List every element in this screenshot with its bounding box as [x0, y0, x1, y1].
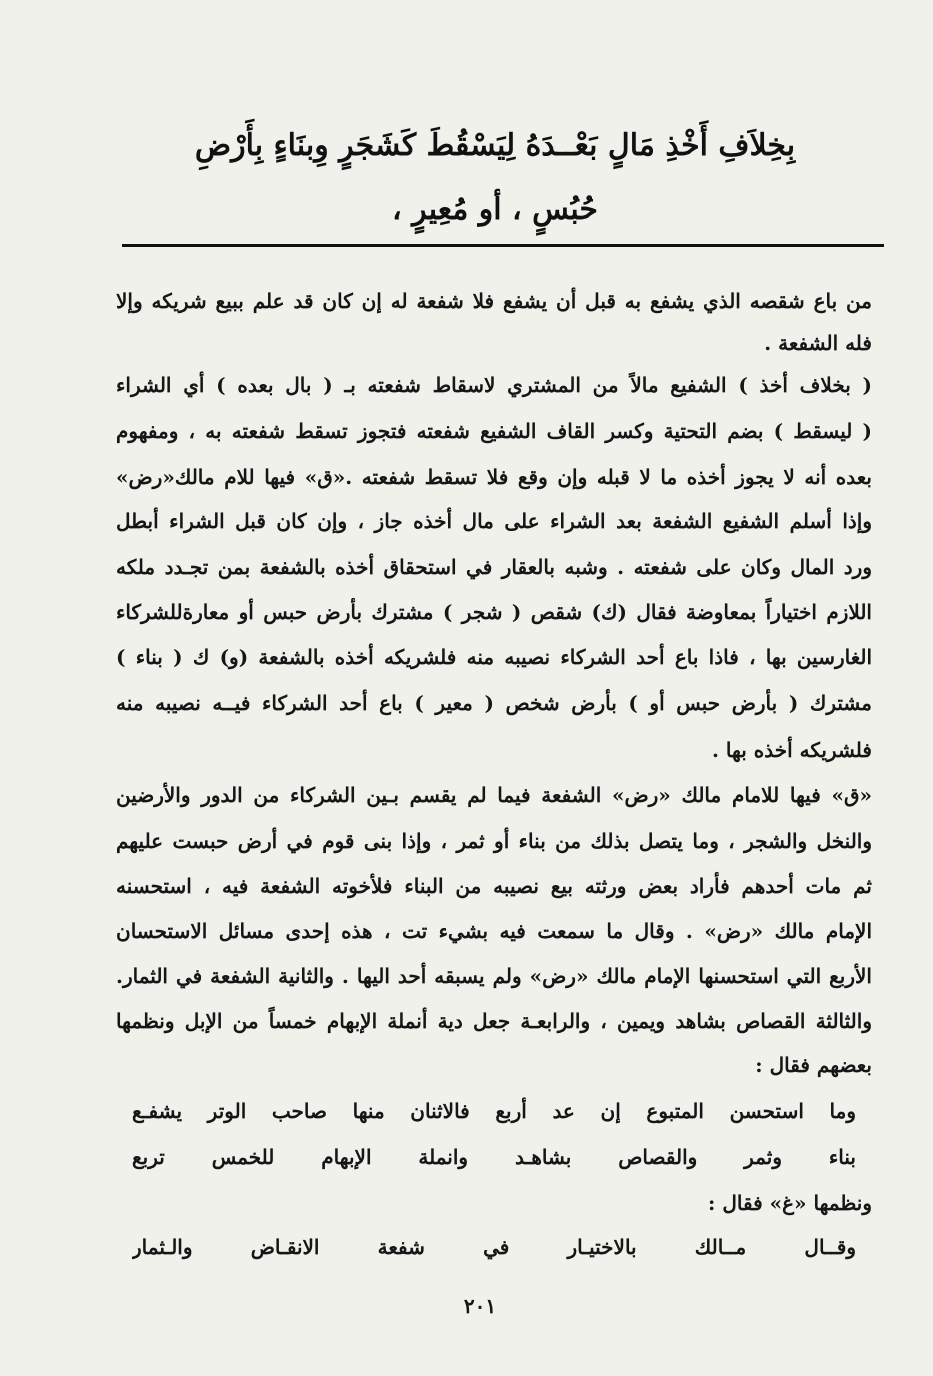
body-line: فله الشفعة .: [764, 331, 872, 355]
heading-line-2: حُبُسٍ ، أو مُعِيرٍ ،: [392, 192, 598, 227]
body-line: الإمام مالك «رض» . وقال ما سمعت فيه بشيء تت ، هذه إحدى مسائل الاستحسان: [116, 919, 872, 943]
body-line: بعده أنه لا يجوز أخذه ما لا قبله وإن وقع فلا تسقط شفعته .«ق» فيها للام مالك«رض»: [116, 465, 872, 489]
verse-line: بناء وثمر والقصاص بشاهـد وانملة الإبهام للخمس تربع: [132, 1145, 856, 1169]
body-line: مشترك ( بأرض حبس أو ) بأرض شخص ( معير ) باع أحد الشركاء فيــه نصيبه منه: [116, 691, 872, 715]
verse-line: وقــال مــالك بالاختيـار في شفعة الانقـاض والـثمار: [132, 1235, 856, 1259]
body-line: والنخل والشجر ، وما يتصل بذلك من بناء أو ثمر ، وإذا بنى قوم في أرض حبست عليهم: [116, 829, 872, 853]
body-line: ( ليسقط ) بضم التحتية وكسر القاف الشفيع شفعته فتجوز تسقط شفعته به ، ومفهوم: [116, 419, 872, 443]
body-line: وإذا أسلم الشفيع الشفعة بعد الشراء على مال أخذه جاز ، وإن كان قبل الشراء أبطل: [116, 509, 872, 533]
heading-divider: [122, 244, 884, 247]
body-line: فلشريكه أخذه بها .: [711, 738, 872, 762]
body-line: ورد المال وكان على شفعته . وشبه بالعقار في استحقاق أخذه بالشفعة بمن تجـدد ملكه: [116, 555, 872, 579]
verse-line: وما استحسن المتبوع إن عد أربع فالاثنان منها صاحب الوتر يشفـع: [132, 1099, 856, 1123]
body-line: ثم مات أحدهم فأراد بعض ورثته بيع نصيبه من البناء فلأخوته الشفعة فيه ، استحسنه: [116, 874, 872, 898]
body-line: بعضهم فقال :: [755, 1053, 872, 1077]
body-line: من باع شقصه الذي يشفع به قبل أن يشفع فلا شفعة له إن كان قد علم ببيع شريكه وإلا: [116, 289, 872, 313]
heading-line-1: بِخِلاَفِ أَخْذِ مَالٍ بَعْــدَهُ لِيَسْقُطَ كَشَجَرٍ وِبنَاءٍ بِأَرْضِ: [194, 128, 796, 163]
body-line: ( بخلاف أخذ ) الشفيع مالاً من المشتري لاسقاط شفعته بـ ( بال بعده ) أي الشراء: [116, 373, 872, 397]
verse-line: ونظمها «غ» فقال :: [707, 1191, 872, 1215]
body-line: الأربع التي استحسنها الإمام مالك «رض» ولم يسبقه أحد اليها . والثانية الشفعة في الثمار.: [116, 964, 872, 988]
body-line: اللازم اختياراً بمعاوضة فقال (ك) شقص ( شجر ) مشترك بأرض حبس أو معارةللشركاء: [116, 600, 872, 624]
body-line: الغارسين بها ، فاذا باع أحد الشركاء نصيبه منه فلشريكه أخذه بالشفعة (و) ك ( بناء ): [116, 645, 872, 669]
body-line: والثالثة القصاص بشاهد ويمين ، والرابعـة جعل دية أنملة الإبهام خمساً من الإبل ونظمها: [116, 1009, 872, 1033]
body-line: «ق» فيها للامام مالك «رض» الشفعة فيما لم يقسم بـين الشركاء من الدور والأرضين: [116, 783, 872, 807]
page-number: ٢٠١: [463, 1294, 497, 1318]
